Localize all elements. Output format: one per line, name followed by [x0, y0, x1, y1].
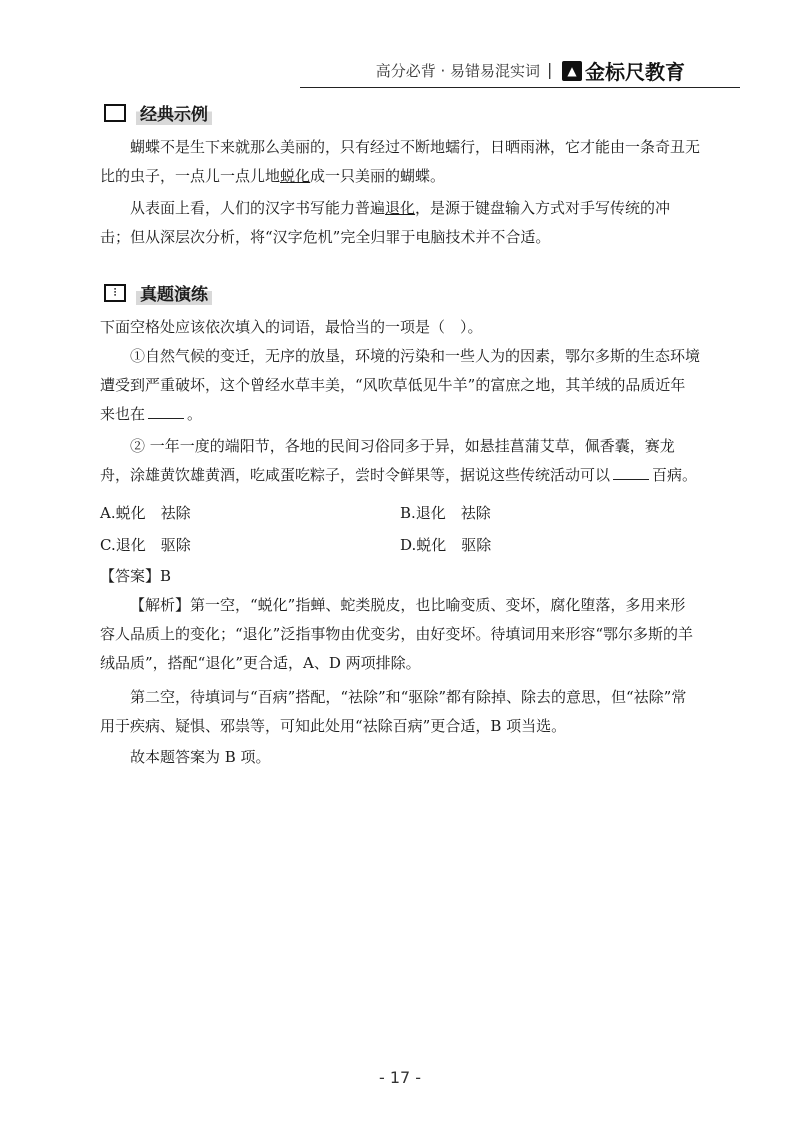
screen-icon: [104, 104, 126, 122]
question-stem: 下面空格处应该依次填入的词语，最恰当的一项是（ ）。: [100, 318, 483, 336]
page-header: [300, 52, 740, 88]
page-number: - 17 -: [378, 1068, 422, 1087]
brand-name: 金标尺教育: [585, 60, 685, 84]
option-c: C.退化 驱除: [100, 536, 191, 554]
question-item-2: ② 一年一度的端阳节，各地的民间习俗同多于异，如悬挂菖蒲艾草，佩香囊，赛龙舟，涂雄黄饮雄黄酒，吃咸蛋吃粽子，尝时令鲜果等，据说这些传统活动可以 百病。: [100, 437, 698, 484]
header-series: 高分必背 · 易错易混实词: [375, 62, 540, 80]
option-d: D.蜕化 驱除: [400, 536, 492, 554]
example-paragraph-1: 蝴蝶不是生下来就那么美丽的，只有经过不断地蠕行，日晒雨淋，它才能由一条奇丑无比的虫子，一点儿一点儿地蜕化成一只美丽的蝴蝶。: [100, 138, 701, 185]
option-a: A.蜕化 祛除: [100, 504, 191, 522]
section-title-text: 经典示例: [136, 100, 212, 125]
brand-icon: ▲: [562, 61, 582, 81]
analysis-paragraph-2: 第二空，待填词与“百病”搭配，“祛除”和“驱除”都有除掉、除去的意思，但“祛除”常用于疾病、疑惧、邪祟等，可知此处用“祛除百病”更合适，B 项当选。: [100, 688, 687, 735]
keyword-tuihua2: 退化: [385, 199, 416, 217]
header-separator: |: [547, 60, 553, 79]
question-item-1: ①自然气候的变迁，无序的放垦，环境的污染和一些人为的因素，鄂尔多斯的生态环境遭受到严重破坏，这个曾经水草丰美，“风吹草低见牛羊”的富庶之地，其羊绒的品质近年来也在 。: [100, 347, 701, 423]
section-title-text: 真题演练: [136, 280, 212, 305]
answer-blank-1: [148, 404, 184, 419]
analysis-paragraph-1: 【解析】第一空，“蜕化”指蝉、蛇类脱皮，也比喻变质、变坏，腐化堕落，多用来形容人品质上的变化；“退化”泛指事物由优变劣，由好变坏。待填词用来形容“鄂尔多斯的羊绒品质”，搭配“退化”更合适，A、D 两项排除。: [100, 596, 694, 672]
sliders-icon: ⫶: [104, 284, 126, 302]
analysis-conclusion: 故本题答案为 B 项。: [130, 748, 271, 766]
option-b: B.退化 祛除: [400, 504, 491, 522]
header-rule: [300, 87, 740, 88]
brand-logo: [562, 56, 685, 85]
example-paragraph-2: 从表面上看，人们的汉字书写能力普遍退化，是源于键盘输入方式对手写传统的冲击；但从深层次分析，将“汉字危机”完全归罪于电脑技术并不合适。: [100, 199, 671, 246]
section-title-example: [104, 100, 212, 125]
answer-line: 【答案】B: [100, 567, 172, 585]
answer-blank-2: [613, 465, 649, 480]
keyword-tuihua1: 蜕化: [280, 167, 311, 185]
options-row-1: [100, 502, 700, 523]
section-title-practice: [104, 280, 212, 305]
options-row-2: [100, 534, 700, 555]
